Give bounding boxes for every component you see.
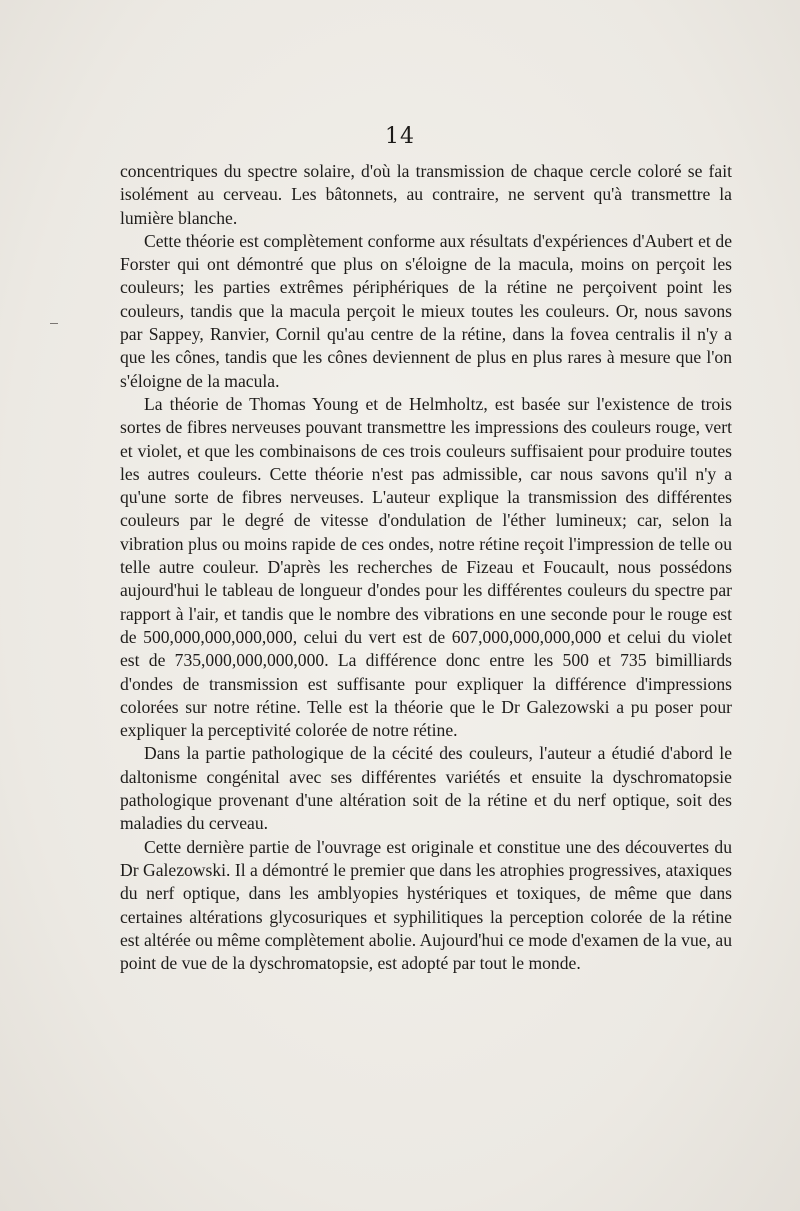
paragraph-2: Cette théorie est complètement conforme aux résultats d'expériences d'Aubert et de Forster qui ont démontré que plus on s'éloigne de la macula, moins on perçoit les couleurs; les parties extrêmes périphériques de la rétine ne perçoivent point les couleurs, tandis que la macula perçoit le mieux toutes les couleurs. Or, nous savons par Sappey, Ranvier, Cornil qu'au centre de la rétine, dans la fovea centralis il n'y a que les cônes, tandis que les cônes deviennent de plus en plus rares à mesure que l'on s'éloigne de la macula. <box>120 230 732 391</box>
page-number: 14 <box>385 124 415 149</box>
body-text <box>120 160 732 975</box>
paragraph-4: Dans la partie pathologique de la cécité des couleurs, l'auteur a étudié d'abord le daltonisme congénital avec ses différentes variétés et ensuite la dyschromatopsie pathologique provenant d'une altération soit de la rétine et du nerf optique, soit des maladies du cerveau. <box>120 743 732 834</box>
paragraph-5: Cette dernière partie de l'ouvrage est originale et constitue une des découvertes du Dr Galezowski. Il a démontré le premier que dans les atrophies progressives, ataxiques du nerf optique, dans les amblyopies hystériques et toxiques, de même que dans certaines altérations glycosuriques et syphilitiques la perception colorée de la rétine est altérée ou même complètement abolie. Aujourd'hui ce mode d'examen de la vue, au point de vue de la dyschromatopsie, est adopté par tout le monde. <box>120 836 732 974</box>
paragraph-1: concentriques du spectre solaire, d'où la transmission de chaque cercle coloré se fait isolément au cerveau. Les bâtonnets, au contraire, ne servent qu'à transmettre la lumière blanche. <box>120 161 732 228</box>
margin-mark <box>50 323 58 324</box>
paragraph-3: La théorie de Thomas Young et de Helmholtz, est basée sur l'existence de trois sortes de fibres nerveuses pouvant transmettre les impressions des couleurs rouge, vert et violet, et que les combinaisons de ces trois couleurs suffisaient pour produire toutes les autres couleurs. Cette théorie n'est pas admissible, car nous savons qu'il n'y a qu'une sorte de fibres nerveuses. L'auteur explique la transmission des différentes couleurs par le degré de vitesse d'ondulation de l'éther lumineux; car, selon la vibration plus ou moins rapide de ces ondes, notre rétine reçoit l'impression de telle ou telle autre couleur. D'après les recherches de Fizeau et Foucault, nous possédons aujourd'hui le tableau de longueur d'ondes pour les différentes couleurs du spectre par rapport à l'air, et tandis que le nombre des vibrations en une seconde pour le rouge est de 500,000,000,000,000, celui du vert est de 607,000,000,000,000 et celui du violet est de 735,000,000,000,000. La différence donc entre les 500 et 735 bimilliards d'ondes de transmission est suffisante pour expliquer la différence d'impressions colorées sur notre rétine. Telle est la théorie que le Dr Galezowski a pu poser pour expliquer la perceptivité colorée de notre rétine. <box>120 393 732 741</box>
